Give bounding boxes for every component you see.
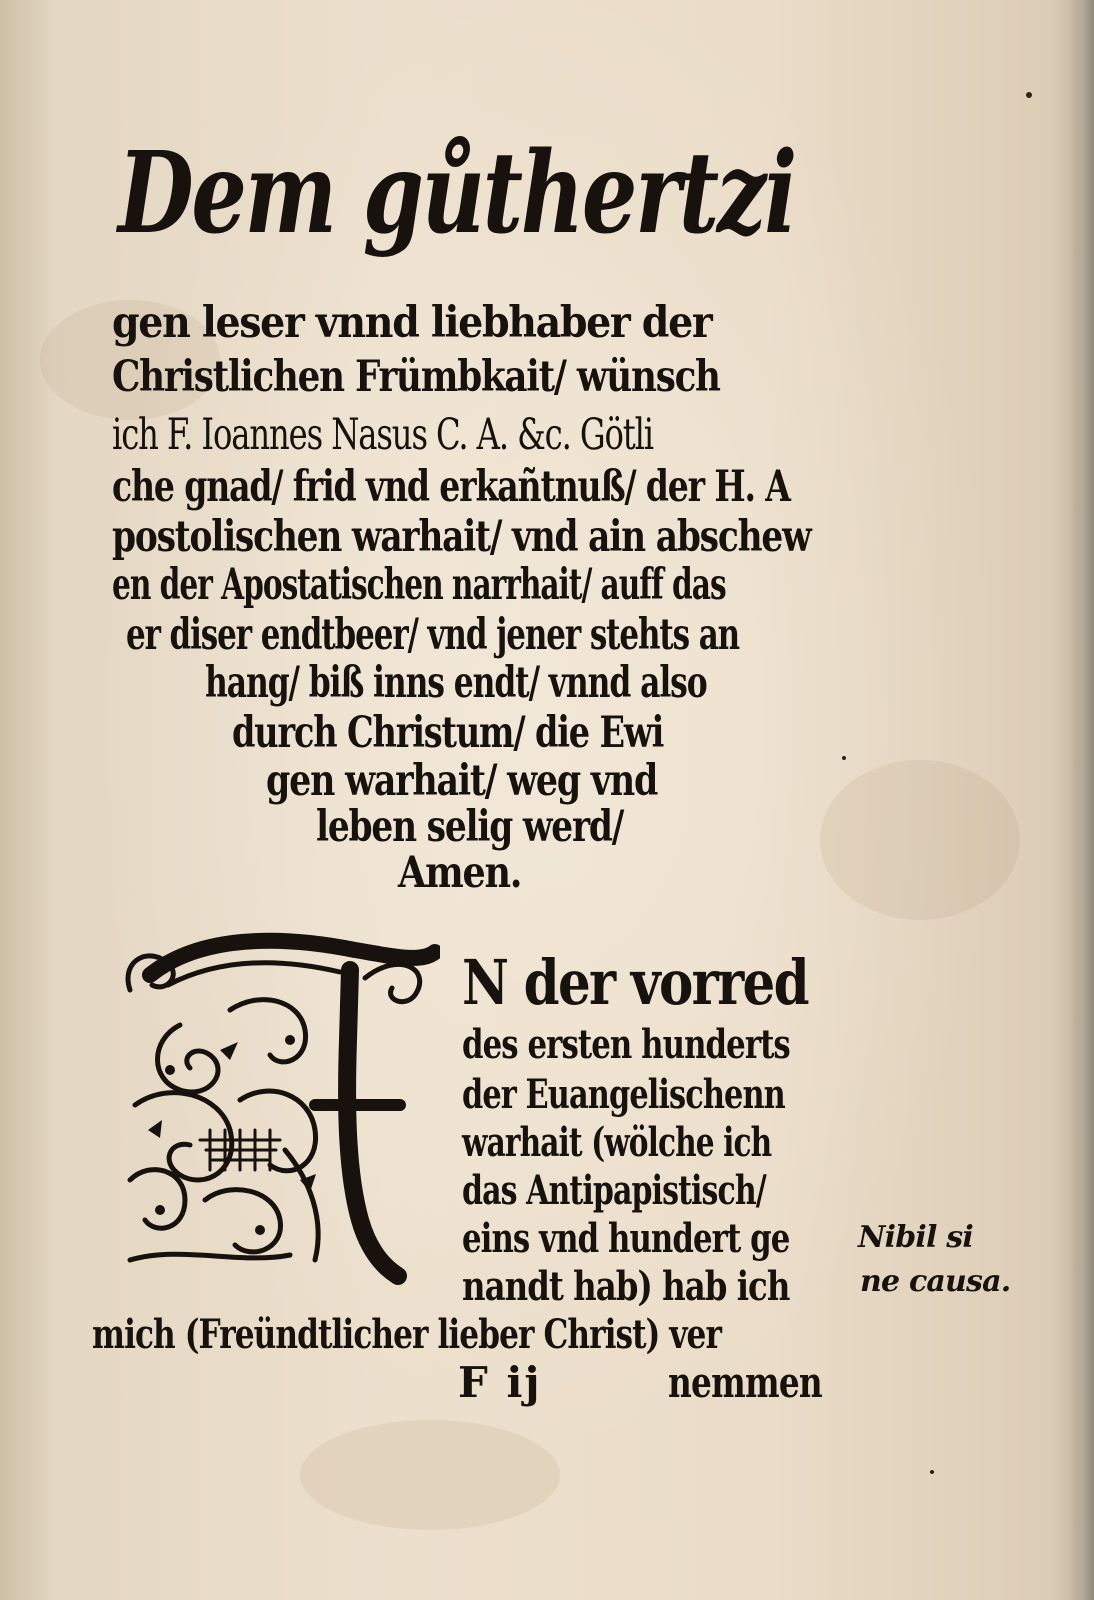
dedication-line: hang/ biß inns endt/ vnnd also <box>205 658 707 708</box>
marginal-note-line: ne causa. <box>860 1264 1011 1299</box>
decorated-initial-i <box>110 930 440 1285</box>
woodcut-initial <box>110 930 440 1285</box>
ink-speck <box>842 756 846 760</box>
dedication-line: postolischen warhait/ vnd ain abschew <box>112 512 811 562</box>
dedication-line: durch Christum/ die Ewi <box>232 708 664 758</box>
dedication-line: Amen. <box>398 848 522 898</box>
paper-stain <box>300 1420 560 1530</box>
page-edge-shadow <box>1068 0 1094 1600</box>
marginal-note-line: Nibil si <box>858 1220 973 1255</box>
dedication-line: ich F. Ioannes Nasus C. A. &c. Götli <box>112 410 653 460</box>
body-line: nandt hab) hab ich <box>462 1263 790 1310</box>
catchword: nemmen <box>668 1358 822 1407</box>
dedication-line: er diser endtbeer/ vnd jener stehts an <box>126 610 740 660</box>
dedication-line: leben selig werd/ <box>316 802 624 852</box>
dedication-line: che gnad/ frid vnd erkañtnuß/ der H. A <box>112 462 790 512</box>
dedication-line: gen warhait/ weg vnd <box>266 756 658 806</box>
signature-mark: F ij <box>458 1358 542 1407</box>
dedication-line: Christlichen Frümbkait/ wünsch <box>112 352 720 402</box>
body-line: der Euangelischenn <box>462 1071 785 1118</box>
dedication-line: gen leser vnnd liebhaber der <box>112 298 712 348</box>
body-lead-line: N der vorred <box>462 946 808 1019</box>
body-line: eins vnd hundert ge <box>462 1215 790 1262</box>
body-line: des ersten hunderts <box>462 1021 790 1068</box>
ink-speck <box>930 1470 934 1474</box>
body-line: das Antipapistisch/ <box>462 1167 766 1214</box>
heading-title: Dem gůthertzi <box>118 128 795 259</box>
dedication-line: en der Apostatischen narrhait/ auff das <box>112 560 726 610</box>
body-line: warhait (wölche ich <box>462 1119 772 1166</box>
paper-stain <box>820 760 1020 920</box>
body-line: mich (Freündtlicher lieber Christ) ver <box>92 1311 721 1358</box>
ink-speck <box>1026 92 1032 98</box>
